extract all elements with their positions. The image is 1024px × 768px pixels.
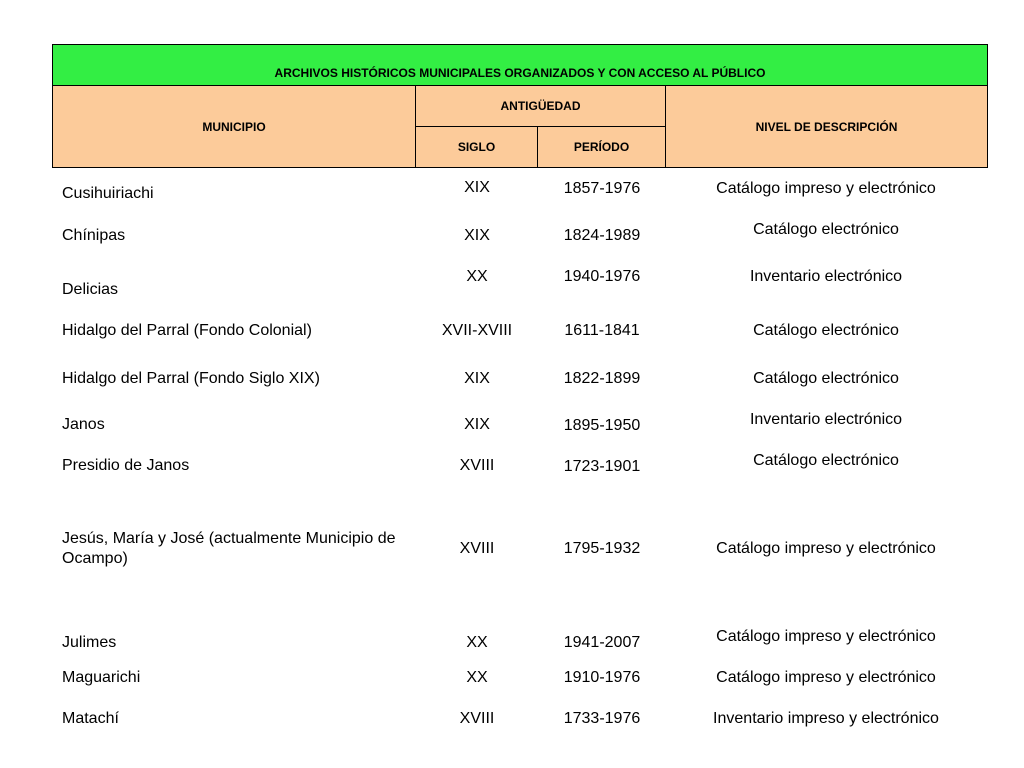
header-nivel: NIVEL DE DESCRIPCIÓN bbox=[666, 86, 987, 167]
cell-nivel: Catálogo electrónico bbox=[753, 370, 899, 387]
cell-municipio: Maguarichi bbox=[62, 669, 141, 686]
cell-municipio: Julimes bbox=[62, 634, 117, 651]
cell-nivel: Catálogo electrónico bbox=[753, 322, 899, 339]
cell-periodo: 1611-1841 bbox=[564, 322, 640, 339]
cell-siglo: XX bbox=[466, 634, 488, 651]
cell-siglo: XX bbox=[466, 268, 488, 285]
cell-siglo: XIX bbox=[464, 370, 490, 387]
cell-periodo: 1941-2007 bbox=[563, 634, 641, 651]
cell-municipio: Hidalgo del Parral (Fondo Siglo XIX) bbox=[62, 370, 320, 387]
header-municipio: MUNICIPIO bbox=[53, 86, 416, 167]
cell-municipio: Chínipas bbox=[62, 227, 126, 244]
cell-municipio: Hidalgo del Parral (Fondo Colonial) bbox=[62, 322, 312, 339]
cell-nivel: Catálogo impreso y electrónico bbox=[716, 540, 936, 557]
table-title: ARCHIVOS HISTÓRICOS MUNICIPALES ORGANIZADOS Y CON ACCESO AL PÚBLICO bbox=[53, 45, 987, 86]
cell-periodo: 1824-1989 bbox=[563, 227, 641, 244]
cell-nivel: Catálogo impreso y electrónico bbox=[716, 669, 936, 686]
cell-municipio: Cusihuiriachi bbox=[62, 185, 154, 202]
cell-periodo: 1733-1976 bbox=[563, 710, 641, 727]
cell-siglo: XX bbox=[466, 669, 488, 686]
cell-nivel: Catálogo impreso y electrónico bbox=[716, 628, 936, 645]
header-antiguedad: ANTIGÜEDAD bbox=[416, 86, 666, 127]
cell-siglo: XIX bbox=[464, 227, 490, 244]
cell-siglo: XVIII bbox=[459, 710, 495, 727]
cell-siglo: XVIII bbox=[459, 457, 495, 474]
cell-nivel: Inventario electrónico bbox=[749, 411, 903, 428]
cell-nivel: Catálogo electrónico bbox=[753, 452, 899, 469]
cell-periodo: 1723-1901 bbox=[563, 458, 641, 475]
cell-municipio: Janos bbox=[62, 416, 105, 433]
cell-municipio: Presidio de Janos bbox=[62, 457, 190, 474]
cell-siglo: XIX bbox=[464, 179, 490, 196]
cell-periodo: 1910-1976 bbox=[563, 669, 641, 686]
cell-periodo: 1895-1950 bbox=[563, 417, 641, 434]
cell-periodo: 1795-1932 bbox=[563, 540, 641, 557]
table-header bbox=[52, 44, 988, 168]
cell-nivel: Catálogo electrónico bbox=[753, 221, 899, 238]
cell-siglo: XVIII bbox=[459, 540, 495, 557]
cell-municipio: Delicias bbox=[62, 281, 119, 298]
cell-municipio: Matachí bbox=[62, 710, 119, 727]
cell-nivel: Inventario electrónico bbox=[749, 268, 903, 285]
cell-periodo: 1940-1976 bbox=[563, 268, 641, 285]
cell-municipio: Jesús, María y José (actualmente Municipio de Ocampo) bbox=[62, 530, 396, 567]
header-siglo: SIGLO bbox=[416, 127, 538, 167]
header-periodo: PERÍODO bbox=[538, 127, 666, 167]
cell-periodo: 1857-1976 bbox=[563, 180, 641, 197]
cell-siglo: XVII-XVIII bbox=[441, 322, 513, 339]
cell-siglo: XIX bbox=[464, 416, 490, 433]
cell-nivel: Catálogo impreso y electrónico bbox=[716, 180, 936, 197]
cell-nivel: Inventario impreso y electrónico bbox=[713, 710, 939, 727]
cell-periodo: 1822-1899 bbox=[563, 370, 641, 387]
